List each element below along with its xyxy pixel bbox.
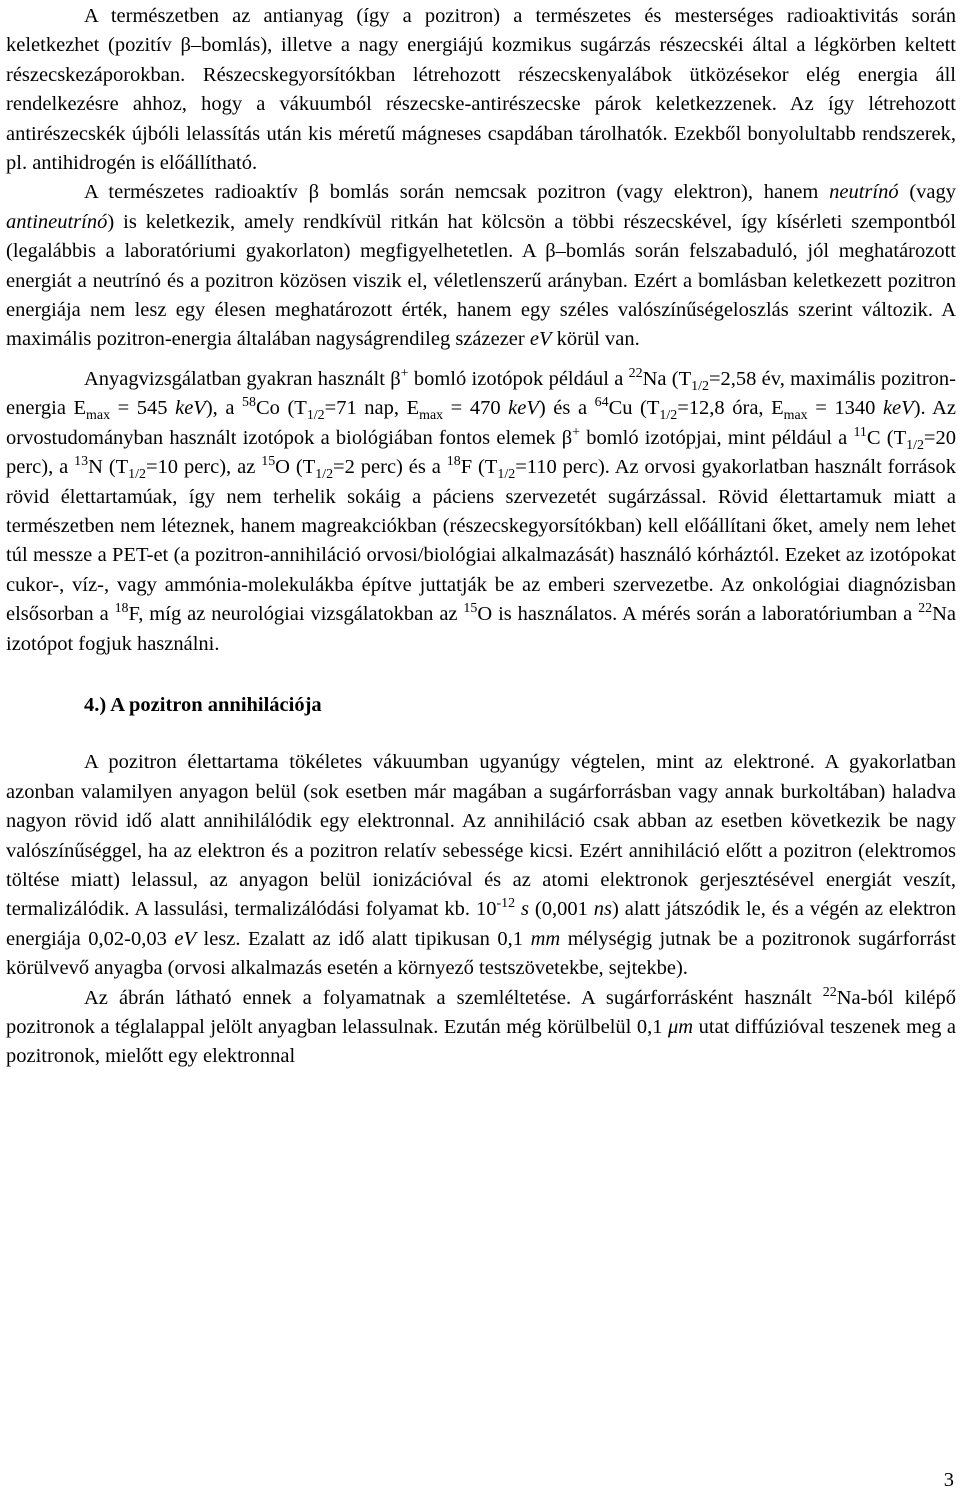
text-run: ) és a (538, 397, 595, 420)
text-run: C (T (866, 426, 907, 449)
unit-ev: eV (529, 328, 552, 351)
text-run: F, míg az neurológiai vizsgálatokban az (128, 603, 464, 626)
superscript-plus: + (572, 424, 581, 440)
superscript-plus: + (400, 366, 409, 382)
text-run: lesz. Ezalatt az idő alatt tipikusan 0,1 (196, 927, 531, 950)
text-run: (vagy (898, 181, 956, 204)
text-run: Anyagvizsgálatban gyakran használt β (84, 367, 401, 390)
unit-um: μm (668, 1016, 694, 1038)
text-run: O is használatos. A mérés során a laboratóriumban a (477, 603, 919, 626)
subscript-half: 1/2 (128, 467, 146, 483)
text-run: ), a (205, 397, 243, 420)
text-run: Na izotópot fogjuk használni. (6, 603, 956, 655)
subscript-max: max (86, 408, 111, 424)
text-run: (0,001 (528, 898, 594, 921)
superscript-exponent: -12 (496, 896, 516, 912)
unit-ev: eV (174, 927, 196, 950)
page-number: 3 (943, 1469, 954, 1491)
text-run: =20 perc), a (6, 426, 956, 479)
subscript-max: max (783, 408, 808, 424)
unit-s: s (520, 898, 529, 921)
text-run: =71 nap, E (324, 397, 420, 420)
paragraph-annihilation (6, 748, 956, 983)
subscript-half: 1/2 (315, 467, 334, 483)
unit-kev: keV (508, 397, 539, 420)
subscript-half: 1/2 (691, 378, 709, 394)
section-heading: 4.) A pozitron annihilációja (84, 693, 322, 716)
mass-number-na: 22 (918, 601, 933, 617)
paragraph-beta-decay (6, 178, 956, 354)
text-run: Na-ból kilépő pozitronok a téglalappal jelölt anyagban lelassulnak. Ezután még körülbelül 0,1 (6, 986, 956, 1038)
text-run: A természetes radioaktív β bomlás során nemcsak pozitron (vagy elektron), hanem (84, 181, 830, 204)
text-run: Az ábrán látható ennek a folyamatnak a szemléltetése. A sugárforrásként használt (84, 986, 823, 1009)
text-run: = 545 (110, 397, 176, 420)
text-run: bomló izotópjai, mint például a (580, 426, 854, 449)
text-run: O (T (275, 456, 316, 479)
text-run: =110 perc). Az orvosi gyakorlatban használt források rövid élettartamúak, így nem terhelik sokáig a páciens szervezetét sugárzással. Rövid élettartamuk miatt a természetben nem léteznek, hanem magreakciókban (részecskegyorsítókban) kell előállítani őket, amely nem lehet túl messze a PET-et (a pozitron-annihiláció orvosi/biológiai alkalmazását) használó kórháztól. Ezeket az izotópokat cukor-, víz-, vagy ammónia-molekulákba építve juttatják be az emberi szervezetbe. Az onkológiai diagnózisban elsősorban a (6, 456, 956, 626)
text-run: mélységig jutnak be a pozitronok sugárforrást körülvevő anyagba (orvosi alkalmazás esetén a környező testszövetekbe, sejtekbe). (6, 927, 956, 980)
mass-number-f: 18 (446, 454, 461, 470)
text-run: ) is keletkezik, amely rendkívül ritkán hat kölcsön a többi részecskével, így kísérleti szempontból (legalábbis a laboratóriumi gyakorlaton) megfigyelhetetlen. A β–bomlás során felszabaduló, jól meghatározott energiát a neutrínó és a pozitron közösen viszik el, véletlenszerű arányban. Ezért a bomlásban keletkezett pozitron energiája nem lesz egy élesen meghatározott érték, hanem egy széles valószínűségeloszlás szerint változik. A maximális pozitron-energia általában nagyságrendileg százezer (6, 210, 956, 351)
text-run: utat diffúzióval teszenek meg a pozitronok, mielőtt egy elektronnal (6, 1016, 956, 1068)
text-run: ) alatt játszódik le, és a végén az elektron energiája 0,02-0,03 (6, 898, 957, 950)
mass-number-o: 15 (261, 454, 276, 470)
text-run: =10 perc), az (145, 456, 262, 479)
unit-mm: mm (530, 927, 561, 950)
paragraph-antimatter-intro (6, 2, 956, 178)
unit-kev: keV (882, 397, 914, 420)
text-run: ). Az orvostudományban használt izotópok a biológiában fontos elemek β (6, 397, 956, 449)
subscript-half: 1/2 (906, 437, 924, 453)
unit-ns: ns (593, 898, 613, 921)
text-run: Cu (T (608, 397, 660, 420)
text-run: =2 perc) és a (333, 456, 447, 479)
text-run: Co (T (255, 397, 307, 420)
mass-number-o: 15 (463, 601, 478, 617)
mass-number-c: 11 (853, 424, 867, 440)
mass-number-n: 13 (74, 454, 89, 470)
text-run: N (T (88, 456, 129, 479)
text-run: Na (T (642, 367, 692, 390)
text-run: bomló izotópok például a (408, 367, 629, 390)
term-antineutrino: antineutrínó (6, 210, 108, 233)
paragraph-isotopes (6, 365, 956, 659)
mass-number-co: 58 (242, 395, 256, 411)
mass-number-f: 18 (114, 601, 129, 617)
text-run: A természetben az antianyag (így a pozitron) a természetes és mesterséges radioaktivitás során keletkezhet (pozitív β–bomlás), illetve a nagy energiájú kozmikus sugárzás részecskéi által a légkörben keltett részecskezáporokban. Részecskegyorsítókban létrehozott részecskenyalábok ütközésekor elég energia áll rendelkezésre ahhoz, hogy a vákuumból részecske-antirészecske párok keletkezzenek. Az így létrehozott antirészecskék újbóli lelassítás után kis méretű mágneses csapdában tárolhatók. Ezekből bonyolultabb rendszerek, pl. antihidrogén is előállítható. (6, 5, 956, 175)
text-run: =2,58 év, maximális pozitron-energia E (6, 367, 956, 420)
mass-number-na: 22 (822, 984, 837, 1000)
unit-kev: keV (175, 397, 206, 420)
term-neutrino: neutrínó (829, 181, 899, 204)
text-run: A pozitron élettartama tökéletes vákuumban ugyanúgy végtelen, mint az elektroné. A gyakorlatban azonban valamilyen anyagon belül (sok esetben már magában a sugárforrásban vagy annak burkoltában) haladva nagyon rövid idő alatt annihilálódik egy elektronnal. Az annihiláció csak abban az esetben következik be nagy valószínűséggel, ha az elektron és a pozitron relatív sebessége kicsi. Ezért annihiláció előtt a pozitron (elektromos töltése miatt) lelassul, az anyagon belül ionizációval és az atomi elektronok gerjesztésével energiát veszít, termalizálódik. A lassulási, termalizálódási folyamat kb. 10 (6, 751, 956, 921)
text-run: =12,8 óra, E (677, 397, 784, 420)
text-run: körül van. (551, 328, 640, 351)
subscript-max: max (419, 408, 444, 424)
mass-number-cu: 64 (594, 395, 609, 411)
text-run: = 470 (443, 397, 509, 420)
subscript-half: 1/2 (306, 408, 325, 424)
text-run: = 1340 (807, 397, 883, 420)
mass-number-na: 22 (628, 366, 643, 382)
subscript-half: 1/2 (659, 408, 678, 424)
text-run: F (T (460, 456, 498, 479)
paragraph-figure-description (6, 984, 956, 1072)
subscript-half: 1/2 (497, 467, 516, 483)
